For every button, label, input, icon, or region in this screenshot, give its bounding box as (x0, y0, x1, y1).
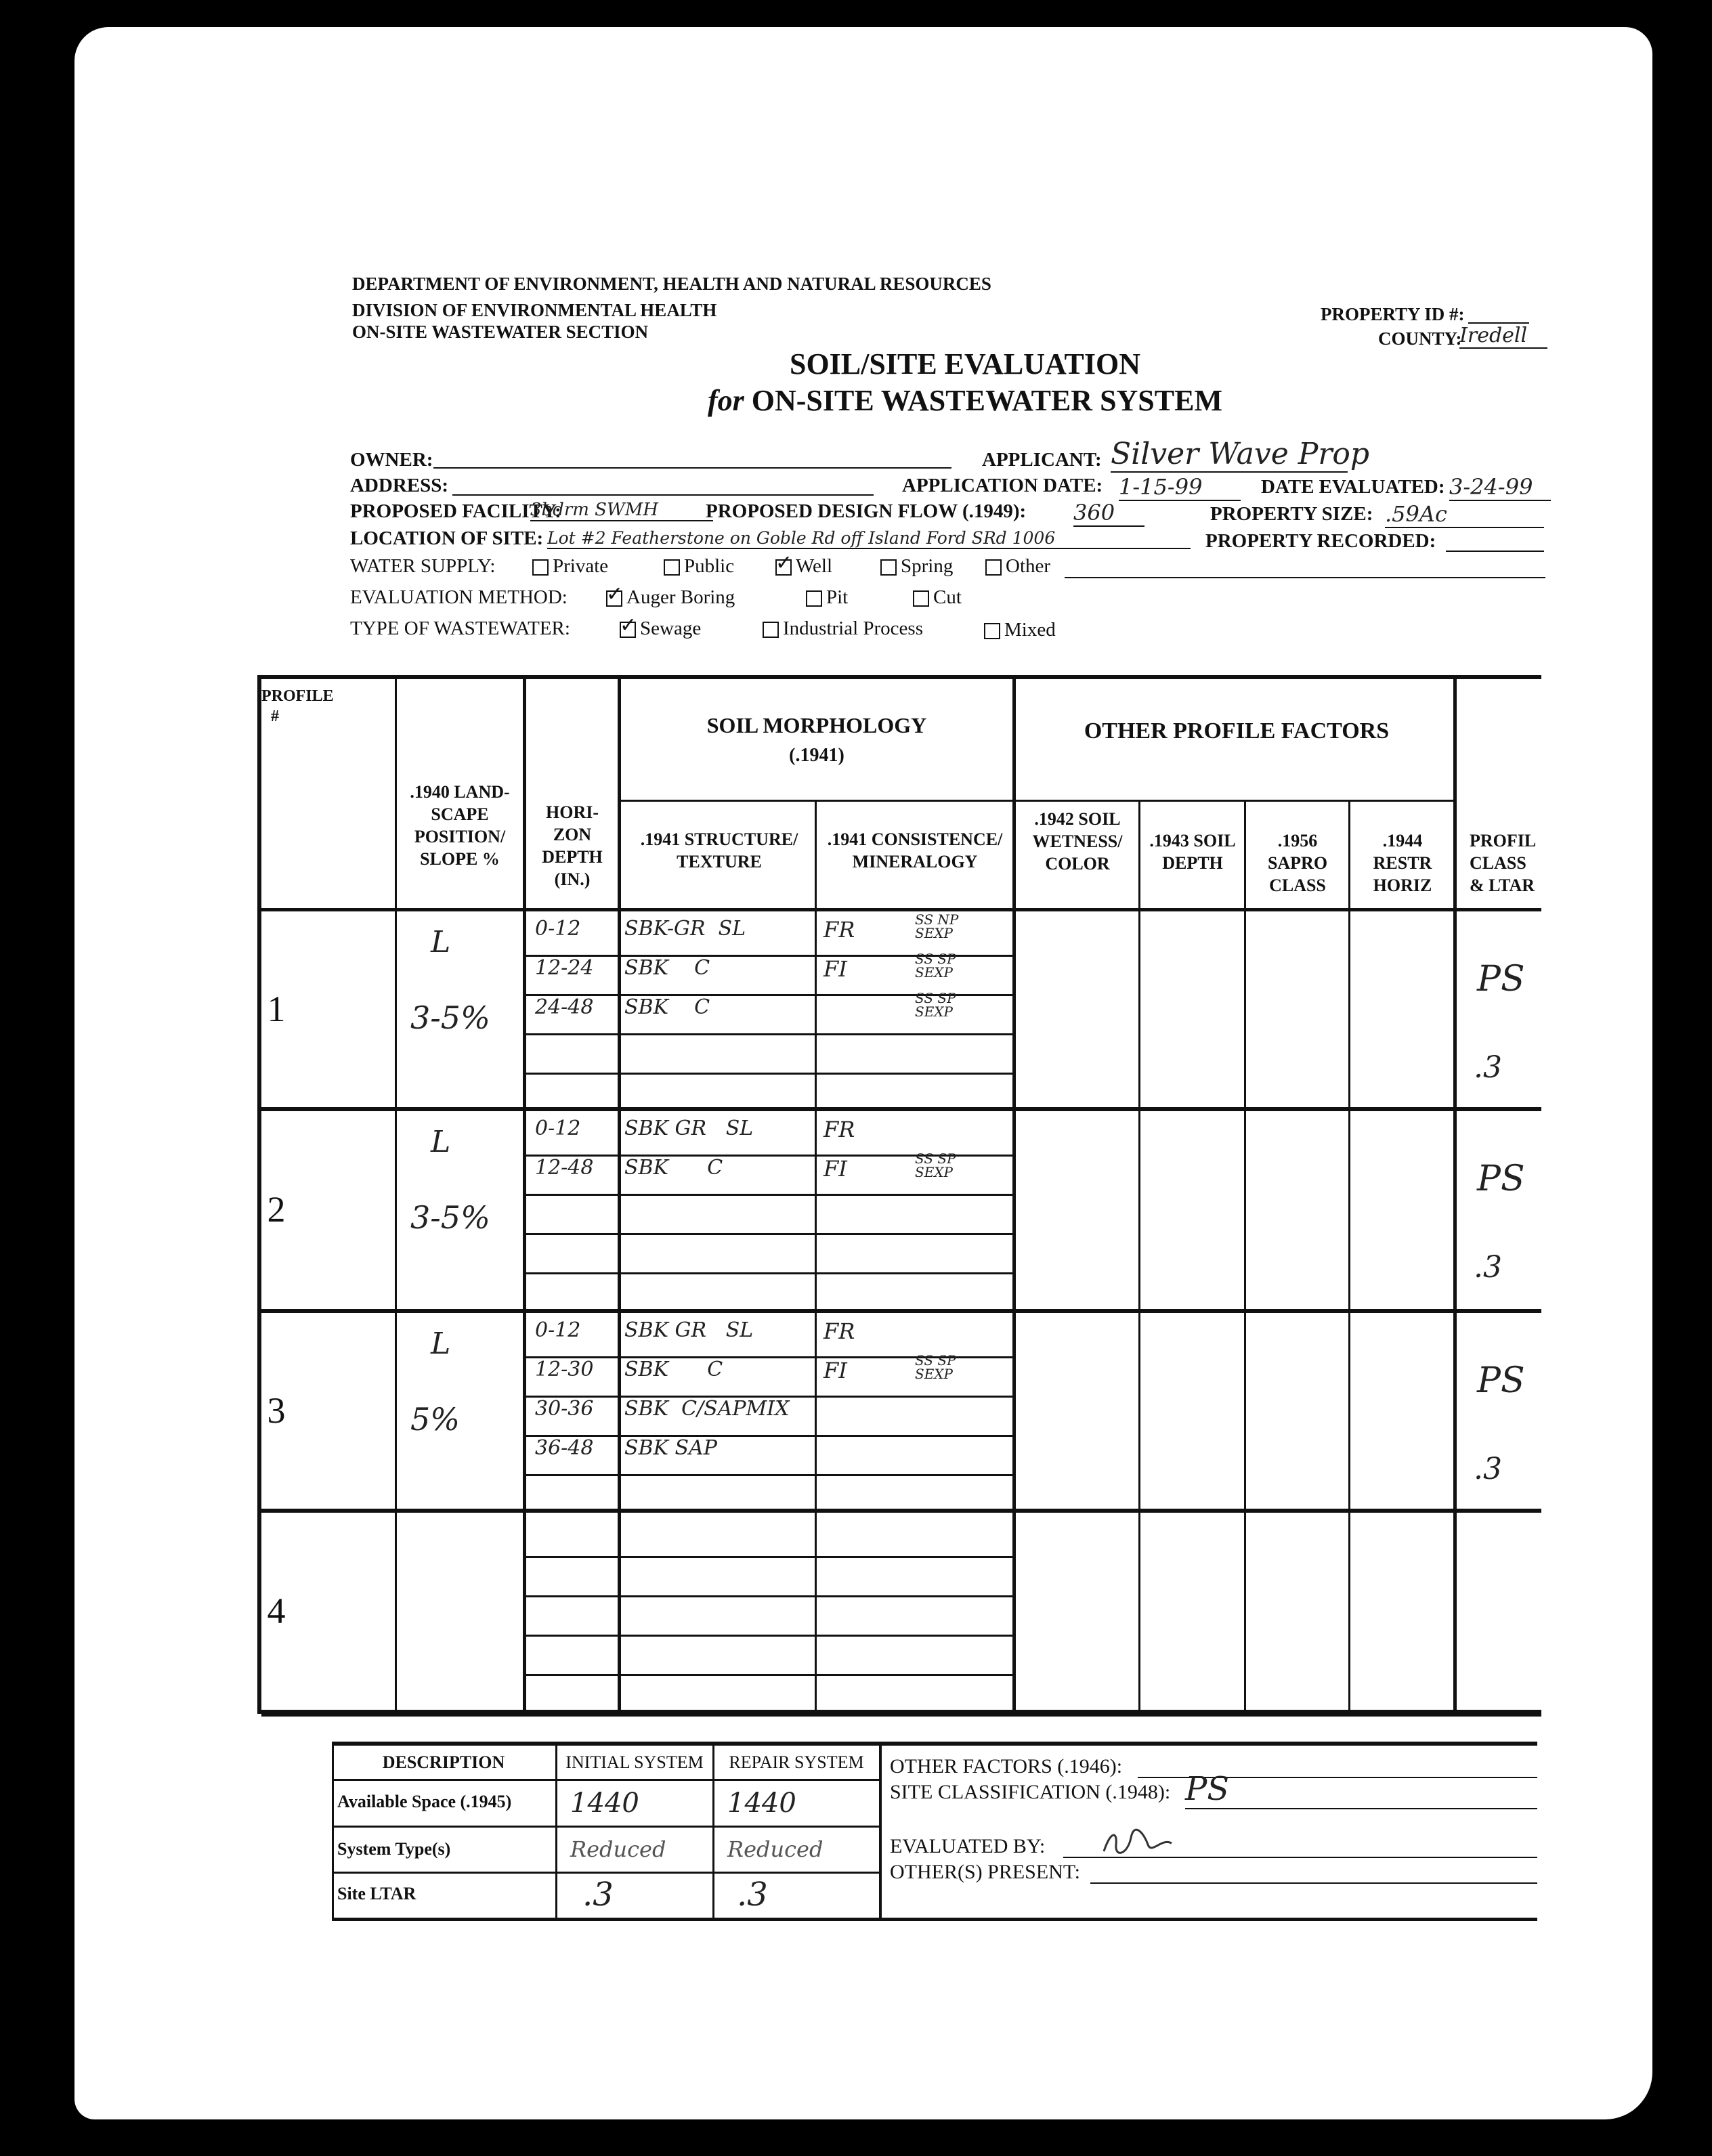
others-present-label: OTHER(S) PRESENT: (890, 1861, 1081, 1883)
slope-percent: 3-5% (410, 1199, 490, 1236)
location-value: Lot #2 Featherstone on Goble Rd off Island Ford SRd 1006 (547, 528, 1191, 549)
profile-col-header: PROFILE # (261, 687, 334, 725)
soil-morphology-header: SOIL MORPHOLOGY (706, 713, 927, 737)
row-line (526, 1194, 1014, 1196)
option-label: Spring (901, 555, 954, 577)
profile-number: 2 (267, 1189, 286, 1230)
site-ltar-repair: .3 (737, 1876, 768, 1914)
option-label: Industrial Process (783, 618, 923, 639)
checkbox-icon[interactable] (913, 590, 929, 607)
bt-row (332, 1779, 880, 1781)
option-label: Pit (826, 586, 849, 608)
site-ltar-label: Site LTAR (337, 1884, 416, 1903)
structure-texture: SBK C/SAPMIX (624, 1397, 790, 1421)
owner-label: OWNER: (350, 449, 433, 471)
proposed-facility-value: 3bdrm SWMH (530, 500, 713, 521)
evaluator-signature (1097, 1824, 1178, 1858)
division-name: DIVISION OF ENVIRONMENTAL HEALTH (352, 300, 717, 320)
col-divider (815, 801, 817, 1710)
col-divider (1244, 801, 1246, 1710)
design-flow-value: 360 (1073, 500, 1144, 527)
landscape-col-header: .1940 LAND-SCAPE POSITION/ SLOPE % (410, 782, 510, 869)
soil-depth-col-header: .1943 SOIL DEPTH (1149, 831, 1236, 873)
profile-ltar: .3 (1474, 1452, 1502, 1486)
option-label: Auger Boring (626, 586, 735, 608)
profile-number: 4 (267, 1590, 286, 1631)
checkbox-checked-icon[interactable] (606, 590, 622, 607)
row-line (526, 1073, 1014, 1075)
owner-field[interactable] (433, 467, 951, 469)
bt-top (332, 1742, 1537, 1746)
form-subtitle (609, 383, 1321, 418)
date-evaluated-label: DATE EVALUATED: (1261, 476, 1445, 498)
system-summary-section (257, 1742, 1537, 1921)
site-classification-label: SITE CLASSIFICATION (.1948): (890, 1781, 1171, 1803)
header-bottom (261, 908, 1541, 911)
profile-divider (261, 1107, 1541, 1111)
department-line: DEPARTMENT OF ENVIRONMENT, HEALTH AND NATURAL RESOURCES (352, 278, 991, 294)
date-evaluated-value: 3-24-99 (1449, 474, 1551, 501)
slope-percent: 5% (410, 1401, 460, 1438)
profile-class: PS (1477, 1360, 1525, 1401)
wastewater-type-label: TYPE OF WASTEWATER: (350, 618, 570, 639)
water-supply-other[interactable] (985, 555, 1050, 578)
applicant-value: Silver Wave Prop (1111, 437, 1370, 471)
profile-number: 1 (267, 988, 286, 1029)
option-label: Private (553, 555, 609, 577)
row-line (526, 1033, 1014, 1035)
profile-divider (261, 1509, 1541, 1513)
wetness-col-header: .1942 SOIL WETNESS/ COLOR (1032, 809, 1123, 874)
checkbox-icon[interactable] (985, 559, 1002, 576)
evaluation-method-pit[interactable] (806, 586, 848, 609)
option-label: Cut (933, 586, 962, 608)
profile-ltar: .3 (1474, 1250, 1502, 1285)
horizon-depth: 36-48 (535, 1436, 594, 1460)
profile-ltar: .3 (1474, 1050, 1502, 1085)
water-supply-other-line[interactable] (1065, 577, 1545, 578)
property-recorded-field[interactable] (1446, 551, 1544, 552)
county-value: Iredell (1459, 324, 1547, 349)
system-types-initial: Reduced (570, 1836, 666, 1862)
table-bottom (261, 1710, 1541, 1717)
sapro-col-header: .1956 SAPRO CLASS (1267, 831, 1328, 895)
consistence-mineralogy: FI (823, 1156, 847, 1182)
structure-texture: SBK-GR SL (624, 917, 746, 941)
landscape-position: L (431, 925, 451, 960)
option-label: Public (684, 555, 735, 577)
row-line (526, 1272, 1014, 1274)
other-profile-header: OTHER PROFILE FACTORS (1084, 718, 1390, 743)
row-line (526, 1635, 1014, 1637)
horizon-depth: 0-12 (535, 917, 581, 941)
structure-texture: SBK SAP (624, 1436, 717, 1460)
structure-texture: SBK C (624, 1156, 723, 1180)
row-line (526, 1435, 1014, 1437)
checkbox-checked-icon[interactable] (620, 622, 636, 638)
consistence-note: SS SP SEXP (915, 990, 956, 1020)
design-flow-label: PROPOSED DESIGN FLOW (.1949): (706, 500, 1027, 522)
checkbox-icon[interactable] (763, 622, 779, 638)
property-id-label: PROPERTY ID #: (1321, 304, 1465, 324)
water-supply-spring[interactable] (880, 555, 953, 578)
horizon-depth: 24-48 (535, 995, 594, 1019)
row-line (526, 1474, 1014, 1476)
other-factors-label: OTHER FACTORS (.1946): (890, 1755, 1123, 1777)
checkbox-icon[interactable] (880, 559, 897, 576)
structure-texture: SBK C (624, 956, 710, 980)
structure-texture: SBK GR SL (624, 1318, 754, 1342)
consistence-mineralogy: FI (823, 956, 847, 982)
site-classification-value: PS (1185, 1770, 1537, 1809)
checkbox-checked-icon[interactable] (775, 559, 792, 576)
others-present-field[interactable] (1090, 1882, 1537, 1884)
profile-class-col-header: PROFIL CLASS & LTAR (1470, 831, 1535, 895)
landscape-position: L (431, 1327, 451, 1361)
proposed-facility-label: PROPOSED FACILITY: (350, 500, 561, 522)
consistence-mineralogy: FR (823, 1318, 855, 1344)
evaluation-method-label: EVALUATION METHOD: (350, 586, 568, 608)
address-label: ADDRESS: (350, 475, 449, 496)
consistence-mineralogy: FR (823, 1117, 855, 1142)
property-size-label: PROPERTY SIZE: (1210, 503, 1373, 525)
horizon-depth: 0-12 (535, 1117, 581, 1140)
header-divider (619, 800, 1453, 802)
horizon-col-header: HORI-ZON DEPTH (IN.) (542, 802, 603, 889)
application-date-value: 1-15-99 (1119, 474, 1241, 501)
horizon-depth: 12-24 (535, 956, 594, 980)
consistence-note: SS SP SEXP (915, 1352, 956, 1382)
wastewater-type-sewage[interactable] (620, 618, 701, 640)
option-label: Well (796, 555, 833, 577)
row-line (526, 1556, 1014, 1558)
profile-number: 3 (267, 1389, 286, 1431)
system-types-label: System Type(s) (337, 1839, 451, 1859)
section-name: ON-SITE WASTEWATER SECTION (352, 322, 649, 342)
location-label: LOCATION OF SITE: (350, 527, 544, 549)
horizon-depth: 12-30 (535, 1358, 594, 1381)
bt-divider (879, 1742, 882, 1921)
checkbox-icon[interactable] (806, 590, 822, 607)
slope-percent: 3-5% (410, 999, 490, 1036)
structure-texture: SBK GR SL (624, 1117, 754, 1140)
subtitle-for: for (707, 384, 744, 417)
option-label: Mixed (1004, 619, 1056, 641)
checkbox-icon[interactable] (664, 559, 680, 576)
water-supply-public[interactable] (664, 555, 734, 578)
evaluation-method-auger[interactable] (606, 586, 735, 609)
applicant-label: APPLICANT: (982, 449, 1102, 471)
checkbox-icon[interactable] (532, 559, 549, 576)
property-recorded-label: PROPERTY RECORDED: (1205, 530, 1436, 552)
consistence-mineralogy: FR (823, 917, 855, 943)
bt-bottom (332, 1918, 1537, 1921)
application-date-label: APPLICATION DATE: (902, 475, 1103, 496)
address-field[interactable] (452, 494, 874, 496)
water-supply-well[interactable] (775, 555, 832, 578)
available-space-label: Available Space (.1945) (337, 1792, 512, 1811)
row-line (526, 1674, 1014, 1676)
checkbox-icon[interactable] (984, 623, 1000, 639)
row-line (526, 1595, 1014, 1597)
horizon-depth: 0-12 (535, 1318, 581, 1342)
option-label: Other (1006, 555, 1051, 577)
restr-col-header: .1944 RESTR HORIZ (1373, 831, 1432, 895)
consistence-col-header: .1941 CONSISTENCE/ MINERALOGY (827, 829, 1003, 871)
consistence-note: SS NP SEXP (915, 911, 959, 941)
structure-texture: SBK C (624, 995, 710, 1019)
structure-col-header: .1941 STRUCTURE/ TEXTURE (640, 829, 798, 871)
wastewater-type-industrial[interactable] (763, 618, 923, 640)
wastewater-type-mixed[interactable] (984, 619, 1056, 641)
soil-morphology-sub: (.1941) (789, 745, 844, 766)
form-title: SOIL/SITE EVALUATION (789, 347, 1140, 381)
profile-class: PS (1477, 1159, 1525, 1199)
system-types-repair: Reduced (727, 1836, 823, 1862)
consistence-note: SS SP SEXP (915, 951, 956, 980)
evaluation-method-cut[interactable] (913, 586, 962, 609)
profile-divider (261, 1309, 1541, 1313)
col-divider (1138, 801, 1140, 1710)
site-ltar-initial: .3 (582, 1876, 614, 1914)
structure-texture: SBK C (624, 1358, 723, 1381)
available-space-repair: 1440 (727, 1788, 796, 1819)
repair-system-header: REPAIR SYSTEM (729, 1752, 864, 1772)
row-line (526, 1233, 1014, 1235)
initial-system-header: INITIAL SYSTEM (565, 1752, 704, 1772)
bt-row (332, 1826, 880, 1828)
water-supply-label: WATER SUPPLY: (350, 555, 496, 577)
bt-row (332, 1872, 880, 1874)
soil-profile-table (257, 675, 1541, 1714)
horizon-depth: 30-36 (535, 1397, 594, 1421)
water-supply-private[interactable] (532, 555, 608, 578)
evaluated-by-label: EVALUATED BY: (890, 1835, 1046, 1857)
col-divider (1453, 679, 1457, 1710)
option-label: Sewage (640, 618, 702, 639)
description-header: DESCRIPTION (382, 1752, 505, 1772)
consistence-mineralogy: FI (823, 1358, 847, 1383)
available-space-initial: 1440 (570, 1788, 639, 1819)
consistence-note: SS SP SEXP (915, 1150, 956, 1180)
profile-class: PS (1477, 959, 1525, 999)
subtitle-text: ON-SITE WASTEWATER SYSTEM (751, 384, 1223, 417)
horizon-depth: 12-48 (535, 1156, 594, 1180)
property-size-value: .59Ac (1385, 501, 1544, 528)
county-label: COUNTY: (1378, 328, 1462, 349)
col-divider (1348, 801, 1350, 1710)
landscape-position: L (431, 1125, 451, 1159)
